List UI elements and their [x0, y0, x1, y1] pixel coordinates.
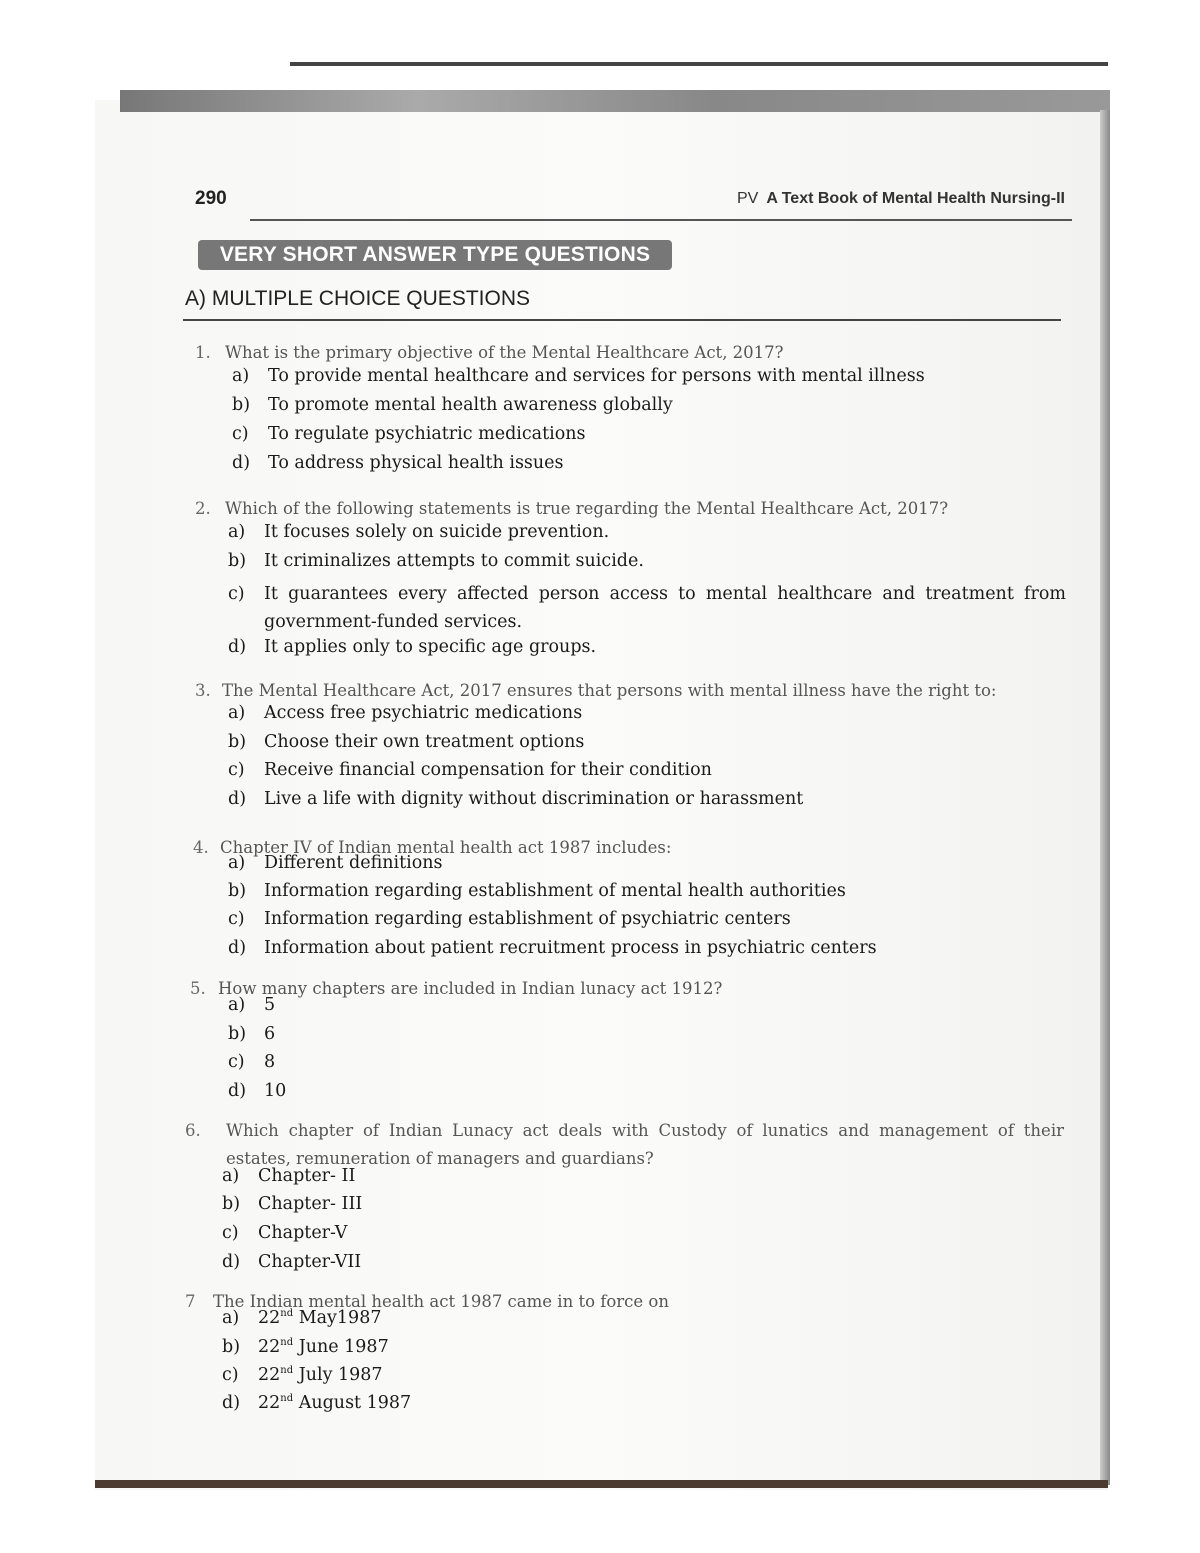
question-number: 7 [185, 1292, 196, 1311]
option-letter: a) [222, 1166, 240, 1186]
option-letter: a) [228, 853, 246, 873]
answer-option [232, 424, 586, 444]
option-letter: c) [228, 909, 245, 929]
question-text: estates, remuneration of managers and guardians? [226, 1149, 654, 1168]
question-number: 3. [195, 681, 211, 700]
option-ordinal: nd [280, 1308, 294, 1320]
question-text: The Indian mental health act 1987 came in to force on [213, 1292, 669, 1311]
section-heading: A) MULTIPLE CHOICE QUESTIONS [185, 287, 530, 310]
option-text: Chapter- II [258, 1166, 356, 1186]
answer-option [228, 732, 584, 752]
answer-option [232, 395, 673, 415]
question-number: 5. [190, 979, 206, 998]
option-text: To provide mental healthcare and services for persons with mental illness [268, 366, 925, 386]
option-letter: c) [228, 584, 245, 604]
answer-option [228, 909, 791, 929]
option-text: To promote mental health awareness globally [268, 395, 673, 415]
option-letter: d) [228, 938, 247, 958]
answer-option [228, 938, 877, 958]
option-letter: d) [222, 1252, 241, 1272]
option-ordinal: nd [280, 1393, 294, 1405]
option-letter: d) [232, 453, 251, 473]
option-text: It guarantees every affected person access to mental healthcare and treatment from [264, 584, 1066, 604]
header-rule [250, 219, 1072, 221]
answer-option [228, 853, 443, 873]
answer-option [228, 760, 712, 780]
answer-option [228, 580, 1068, 636]
option-letter: b) [228, 732, 247, 752]
answer-option [222, 1308, 381, 1328]
answer-option [228, 1081, 286, 1101]
option-letter: a) [228, 995, 246, 1015]
option-letter: d) [228, 789, 247, 809]
option-day: 22 [258, 1365, 281, 1385]
question-number: 1. [195, 343, 211, 362]
answer-option [232, 453, 564, 473]
option-text: 5 [264, 995, 276, 1015]
option-text: Access free psychiatric medications [264, 703, 583, 723]
option-letter: d) [222, 1393, 241, 1413]
option-day: 22 [258, 1393, 281, 1413]
answer-option [222, 1166, 355, 1186]
answer-option [232, 366, 925, 386]
option-text: Chapter-V [258, 1223, 348, 1243]
option-text: Chapter-VII [258, 1252, 362, 1272]
question-number: 6. [185, 1121, 201, 1140]
option-letter: c) [228, 1052, 245, 1072]
option-letter: b) [228, 881, 247, 901]
answer-option [222, 1252, 361, 1272]
option-text: To regulate psychiatric medications [268, 424, 586, 444]
option-letter: b) [222, 1194, 241, 1214]
option-letter: c) [228, 760, 245, 780]
option-letter: a) [228, 522, 246, 542]
option-text: Information regarding establishment of psychiatric centers [264, 909, 791, 929]
option-text: 6 [264, 1024, 276, 1044]
heading-rule [183, 319, 1061, 321]
section-banner: VERY SHORT ANSWER TYPE QUESTIONS [198, 240, 672, 270]
option-letter: d) [228, 1081, 247, 1101]
question-text: The Mental Healthcare Act, 2017 ensures that persons with mental illness have the right to: [222, 681, 997, 700]
option-text: Information about patient recruitment process in psychiatric centers [264, 938, 877, 958]
option-text: May1987 [293, 1308, 382, 1328]
option-ordinal: nd [280, 1365, 294, 1377]
answer-option [222, 1365, 383, 1385]
answer-option [222, 1337, 389, 1357]
question-text: Chapter IV of Indian mental health act 1987 includes: [220, 838, 672, 857]
option-day: 22 [258, 1308, 281, 1328]
question-number: 2. [195, 499, 211, 518]
option-text: Receive financial compensation for their condition [264, 760, 712, 780]
answer-option [228, 789, 803, 809]
option-letter: b) [228, 551, 247, 571]
answer-option [222, 1194, 362, 1214]
option-letter: a) [222, 1308, 240, 1328]
page-number: 290 [195, 188, 227, 209]
option-text: 8 [264, 1052, 276, 1072]
option-text: It focuses solely on suicide prevention. [264, 522, 610, 542]
option-text: Choose their own treatment options [264, 732, 585, 752]
option-text-continued: government-funded services. [264, 612, 523, 632]
photo-edge-bottom [95, 1480, 1108, 1488]
answer-option [228, 995, 275, 1015]
option-letter: a) [232, 366, 250, 386]
answer-option [228, 881, 846, 901]
photo-shadow-band [120, 90, 1110, 112]
option-text: 10 [264, 1081, 287, 1101]
option-letter: a) [228, 703, 246, 723]
photo-edge-right [1100, 110, 1110, 1485]
publisher-logo: PV [736, 190, 759, 207]
option-letter: b) [222, 1337, 241, 1357]
option-text: To address physical health issues [268, 453, 564, 473]
answer-option [228, 637, 596, 657]
option-ordinal: nd [280, 1337, 294, 1349]
option-text: Chapter- III [258, 1194, 363, 1214]
option-text: It applies only to specific age groups. [264, 637, 597, 657]
photo-edge-top [290, 62, 1108, 66]
option-letter: b) [232, 395, 251, 415]
answer-option [228, 551, 644, 571]
option-letter: c) [232, 424, 249, 444]
option-letter: c) [222, 1365, 239, 1385]
answer-option [228, 1024, 275, 1044]
answer-option [222, 1223, 347, 1243]
option-text: July 1987 [293, 1365, 383, 1385]
question-text: Which of the following statements is true regarding the Mental Healthcare Act, 2017? [225, 499, 949, 518]
question-number: 4. [193, 838, 209, 857]
option-text: Information regarding establishment of mental health authorities [264, 881, 846, 901]
answer-option [228, 703, 582, 723]
option-text: Different definitions [264, 853, 443, 873]
answer-option [228, 1052, 275, 1072]
answer-option [222, 1393, 411, 1413]
question-text: What is the primary objective of the Mental Healthcare Act, 2017? [225, 343, 784, 362]
book-title: A Text Book of Mental Health Nursing-II [766, 190, 1065, 207]
option-text: June 1987 [293, 1337, 389, 1357]
option-letter: d) [228, 637, 247, 657]
option-text: It criminalizes attempts to commit suicide. [264, 551, 644, 571]
question-text: How many chapters are included in Indian lunacy act 1912? [218, 979, 723, 998]
running-header [737, 190, 1065, 208]
option-letter: c) [222, 1223, 239, 1243]
option-text: Live a life with dignity without discrimination or harassment [264, 789, 804, 809]
option-text: August 1987 [293, 1393, 412, 1413]
answer-option [228, 522, 609, 542]
option-letter: b) [228, 1024, 247, 1044]
option-day: 22 [258, 1337, 281, 1357]
question-text: Which chapter of Indian Lunacy act deals with Custody of lunatics and management of their [226, 1121, 1064, 1140]
